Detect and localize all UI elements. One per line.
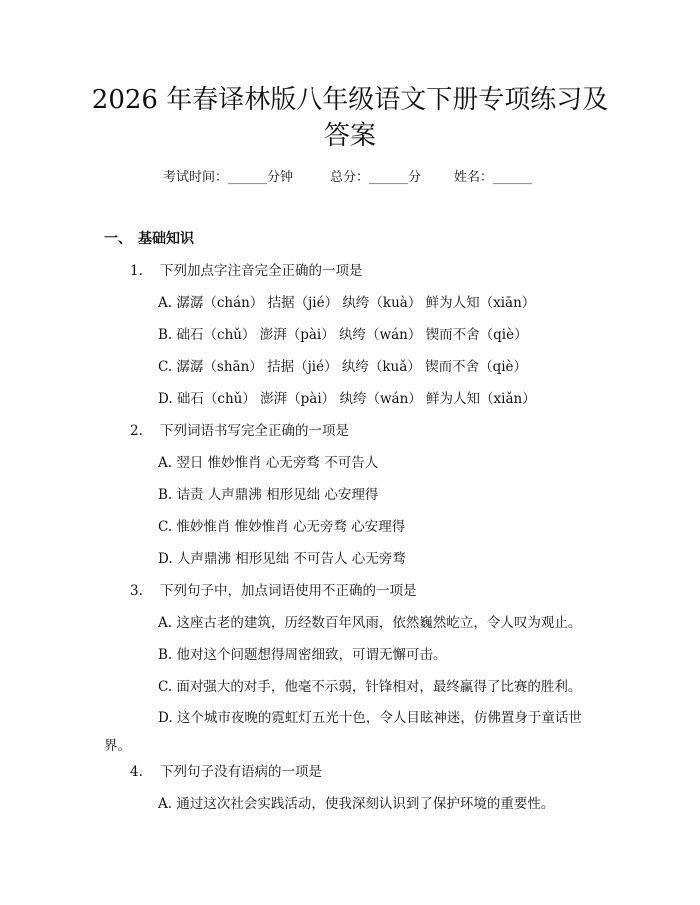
question-text: 下列加点字注音完全正确的一项是 [160, 263, 363, 279]
answer-option: A. 翌日 惟妙惟肖 心无旁骛 不可告人 [158, 455, 379, 471]
page-title: 2026 年春译林版八年级语文下册专项练习及 [91, 85, 609, 115]
answer-option: A. 这座古老的建筑，历经数百年风雨，依然巍然屹立，令人叹为观止。 [158, 615, 582, 631]
question-number: 2. [130, 423, 143, 439]
question-number: 3. [130, 583, 143, 599]
question-number: 4. [130, 764, 143, 780]
answer-option: C. 惟妙惟肖 惟妙惟肖 心无旁骛 心安理得 [158, 519, 406, 535]
answer-option: B. 诘责 人声鼎沸 相形见绌 心安理得 [158, 487, 379, 503]
section-number: 一、 [104, 231, 132, 247]
section-label: 基础知识 [138, 231, 194, 247]
answer-option: B. 他对这个问题想得周密细致，可谓无懈可击。 [158, 647, 447, 663]
question-text: 下列句子没有语病的一项是 [160, 764, 322, 780]
page-title-continued: 答案 [323, 121, 376, 151]
answer-option: D. 础石（chǔ） 澎湃（pài） 纨绔（wán） 鲜为人知（xiǎn） [158, 391, 536, 407]
question-text: 下列句子中，加点词语使用不正确的一项是 [160, 583, 417, 599]
answer-option: B. 础石（chǔ） 澎湃（pài） 纨绔（wán） 锲而不舍（qiè） [158, 327, 528, 343]
answer-option: C. 面对强大的对手，他毫不示弱，针锋相对，最终赢得了比赛的胜利。 [158, 679, 582, 695]
exam-time-field: 考试时间：______分钟 [163, 170, 294, 185]
answer-option: A. 通过这次社会实践活动，使我深刻认识到了保护环境的重要性。 [158, 796, 555, 812]
answer-option: A. 潺潺（chán） 拮据（jié） 纨绔（kuà） 鲜为人知（xiān） [158, 295, 536, 311]
answer-option: C. 潺潺（shān） 拮据（jié） 纨绔（kuǎ） 锲而不舍（qiè） [158, 359, 528, 375]
answer-option: D. 人声鼎沸 相形见绌 不可告人 心无旁骛 [158, 551, 406, 567]
answer-option: D. 这个城市夜晚的霓虹灯五光十色，令人目眩神迷，仿佛置身于童话世界。 [104, 710, 582, 754]
question-text: 下列词语书写完全正确的一项是 [160, 423, 349, 439]
exam-meta [0, 168, 700, 268]
name-field: 姓名：______ [454, 170, 533, 185]
total-score-field: 总分：______分 [330, 170, 422, 185]
question-number: 1. [130, 263, 143, 279]
